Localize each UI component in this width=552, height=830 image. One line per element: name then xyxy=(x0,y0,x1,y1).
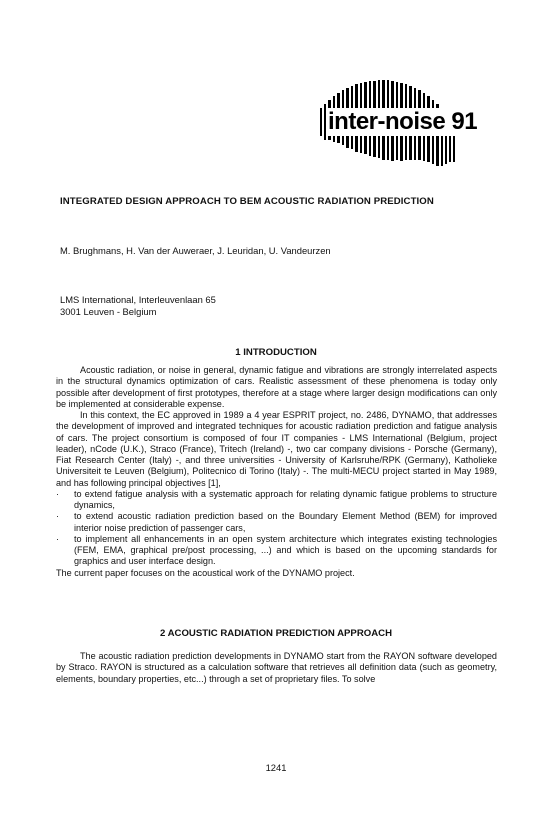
section-2-heading: 2 ACOUSTIC RADIATION PREDICTION APPROACH xyxy=(159,628,393,639)
page-number: 1241 xyxy=(265,762,287,773)
affiliation xyxy=(60,294,216,318)
section-2-body xyxy=(56,651,497,685)
objective-text: to extend fatigue analysis with a systematic approach for relating dynamic fatigue problems to structure dynamics, xyxy=(74,488,497,510)
authors: M. Brughmans, H. Van der Auweraer, J. Leuridan, U. Vandeurzen xyxy=(60,245,331,256)
objective-text: to extend acoustic radiation prediction based on the Boundary Element Method (BEM) for improved interior noise prediction of passenger cars, xyxy=(74,511,497,533)
section-1-paragraph-2: In this context, the EC approved in 1989 a 4 year ESPRIT project, no. 2486, DYNAMO, that addresses the development of improved and integrated techniques for acoustic radiation prediction and fatigue analysis of cars. The project consortium is composed of four IT companies - LMS International (Belgium, project leader), nCode (U.K.), Straco (France), Tritech (Ireland) -, two car company divisions - Porsche (Germany), Fiat Research Center (Italy) -, and three universities - University of Karlsruhe/RPK (Germany), Katholieke Universiteit te Leuven (Belgium), Politecnico di Torino (Italy) -. The multi-MECU project started in May 1989, and has following principal objectives [1], xyxy=(56,410,497,488)
affiliation-line-1: LMS International, Interleuvenlaan 65 xyxy=(60,294,216,305)
section-2-paragraph-1: The acoustic radiation prediction developments in DYNAMO start from the RAYON software developed by Straco. RAYON is structured as a calculation software that retrieves all definition data (such as geometry, elements, boundary properties, etc...) through a set of proprietary files. To solve xyxy=(56,651,497,684)
conference-logo xyxy=(318,78,478,170)
objective-item: · to extend acoustic radiation prediction based on the Boundary Element Method (BEM) for improved interior noise prediction of passenger cars, xyxy=(56,511,497,533)
section-1-body xyxy=(56,365,497,579)
objective-item: · to extend fatigue analysis with a systematic approach for relating dynamic fatigue problems to structure dynamics, xyxy=(56,488,497,510)
objective-text: to implement all enhancements in an open system architecture which integrates existing technologies (FEM, EMA, graphical pre/post processing, ...) and which is based on the upcoming standards for graphics and user interface design. xyxy=(74,533,497,567)
section-1-closing: The current paper focuses on the acoustical work of the DYNAMO project. xyxy=(56,567,355,578)
section-1-paragraph-1: Acoustic radiation, or noise in general, dynamic fatigue and vibrations are strongly interrelated aspects in the structural dynamics optimization of cars. Realistic assessment of these phenomena is today only possible after development of first prototypes, therefore at a stage where larger design modifications can only be implemented at considerable expense. xyxy=(56,365,497,409)
section-1-heading: 1 INTRODUCTION xyxy=(235,347,317,358)
affiliation-line-2: 3001 Leuven - Belgium xyxy=(60,306,157,317)
objective-item: · to implement all enhancements in an open system architecture which integrates existing technologies (FEM, EMA, graphical pre/post processing, ...) and which is based on the upcoming standards for graphics and user interface design. xyxy=(56,533,497,567)
logo-text: inter-noise 91 xyxy=(328,108,478,135)
paper-title: INTEGRATED DESIGN APPROACH TO BEM ACOUSTIC RADIATION PREDICTION xyxy=(60,196,434,207)
